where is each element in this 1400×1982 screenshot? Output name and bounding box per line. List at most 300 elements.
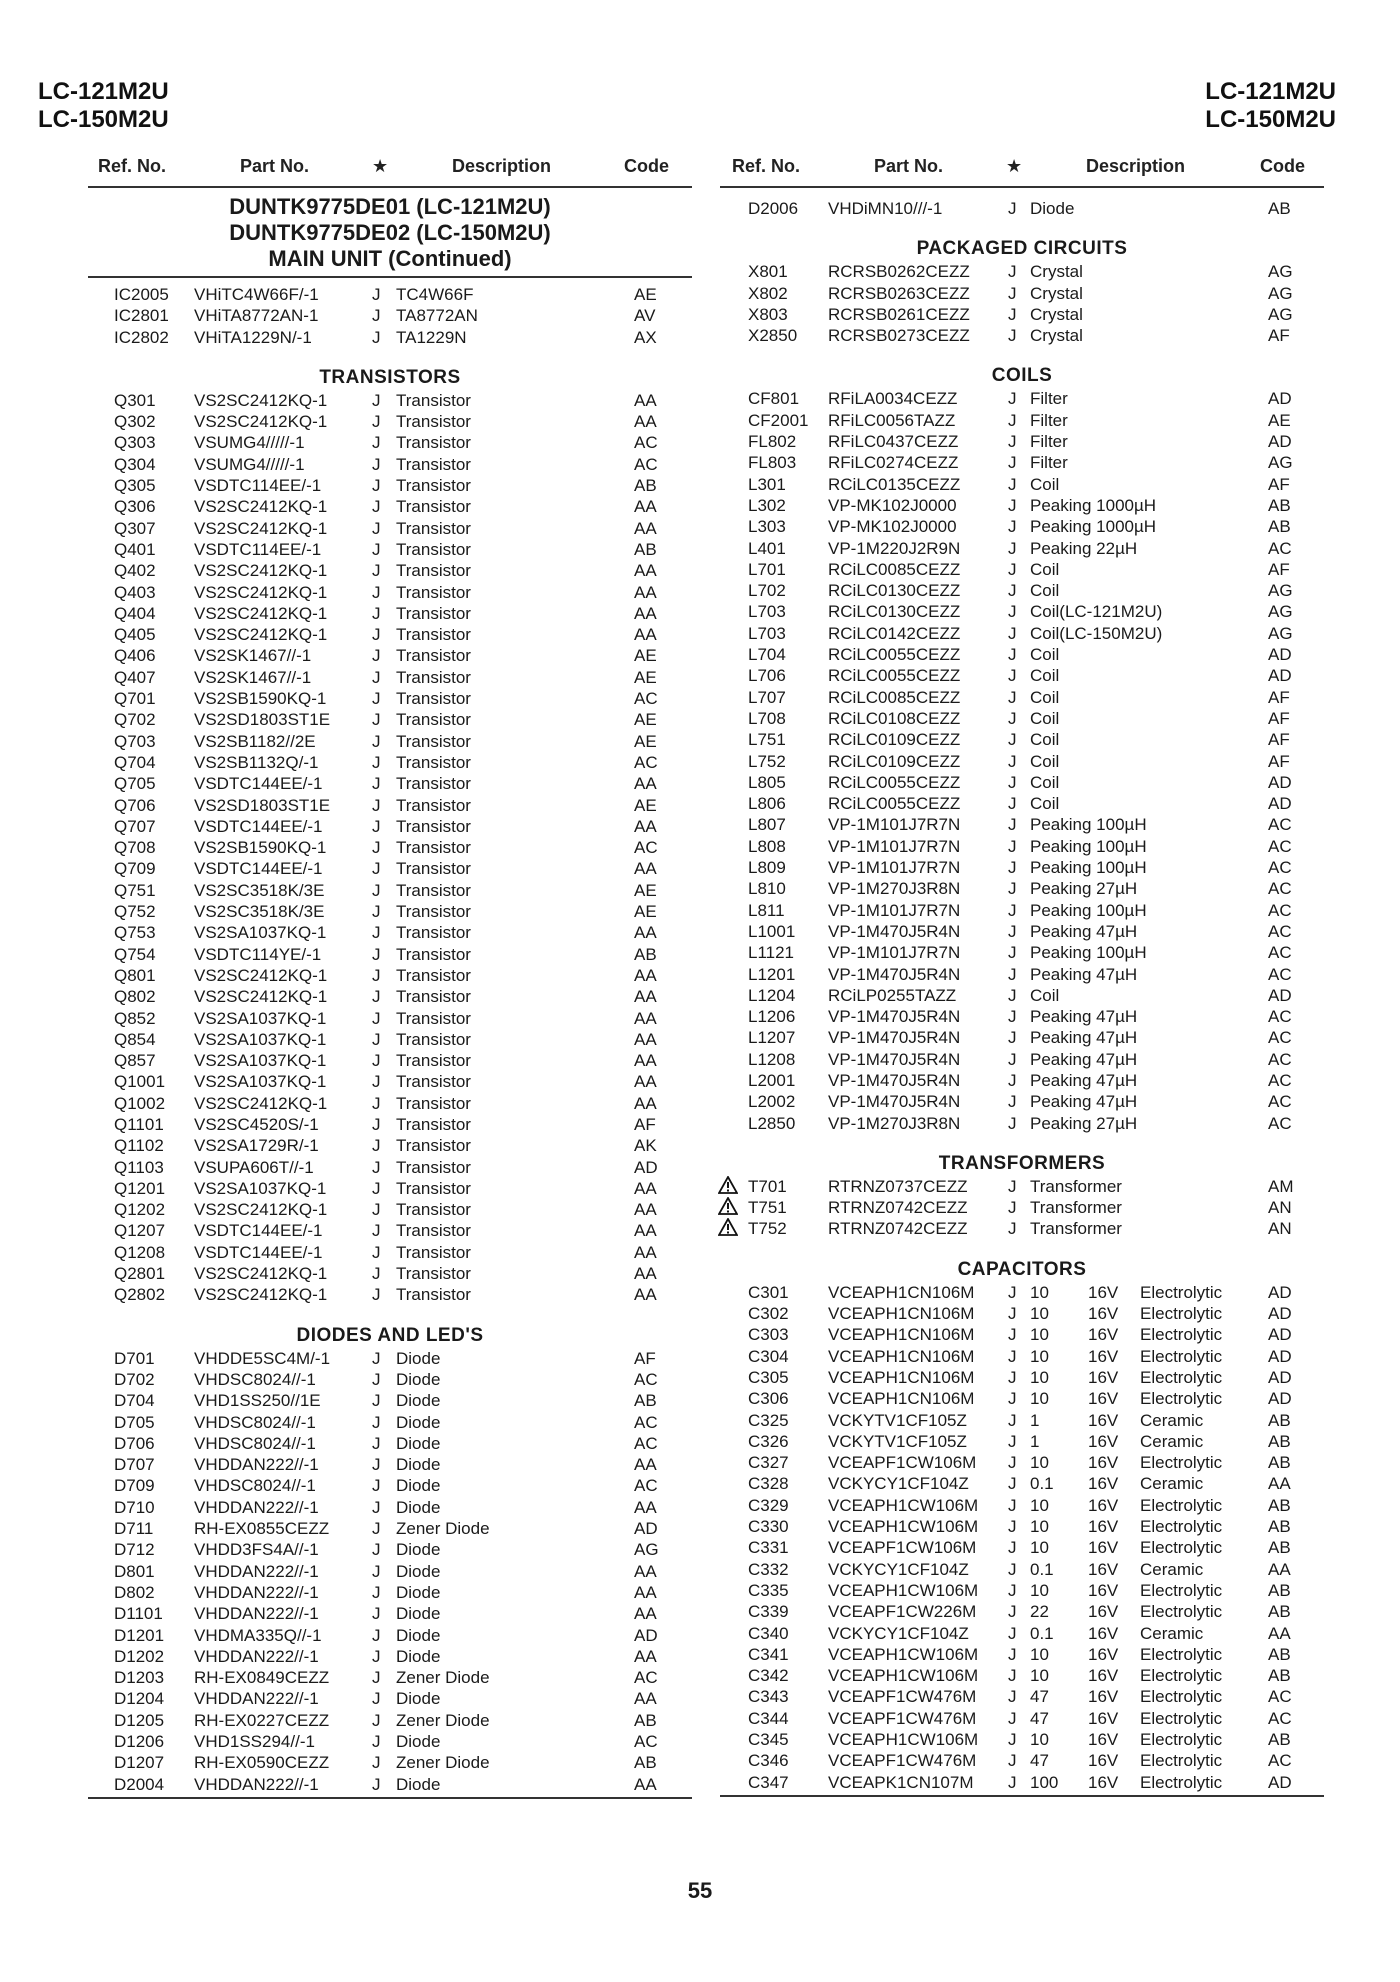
description: TC4W66F (396, 285, 474, 304)
table-row (720, 857, 1324, 878)
price-code: AA (634, 923, 657, 943)
part-no: VP-1M470J5R4N (828, 1007, 961, 1027)
rank-mark: J (372, 987, 381, 1007)
table-row (720, 431, 1324, 452)
rank-mark: J (1008, 794, 1017, 814)
rank-mark: J (372, 1221, 381, 1241)
column-header (720, 150, 1324, 188)
price-code: AD (1268, 1304, 1292, 1324)
table-row (88, 1752, 692, 1773)
ref-no: L706 (748, 666, 786, 686)
table-row (720, 942, 1324, 963)
price-code: AD (1268, 1282, 1292, 1302)
part-no: VHDSC8024//-1 (194, 1412, 316, 1432)
price-code: AD (1268, 1325, 1292, 1345)
table-row (88, 901, 692, 922)
price-code: AN (1268, 1198, 1292, 1218)
rank-mark: J (1008, 687, 1017, 707)
description: Diode (396, 1540, 441, 1560)
description: Transistor (396, 1093, 471, 1113)
part-no: VP-MK102J0000 (828, 517, 957, 537)
table-row (720, 1772, 1324, 1793)
part-no: VP-1M101J7R7N (828, 815, 961, 835)
part-no: VS2SA1037KQ-1 (194, 1178, 327, 1198)
table-row (88, 1050, 692, 1071)
rank-mark: J (1008, 581, 1017, 601)
ref-no: D712 (114, 1540, 155, 1560)
description: Zener Diode (396, 1753, 490, 1773)
table-row (88, 731, 692, 752)
description: Coil (1030, 708, 1060, 728)
ref-no: Q403 (114, 582, 156, 602)
rank-mark: J (372, 625, 381, 645)
rank-mark: J (1008, 453, 1017, 473)
price-code: AG (1268, 453, 1293, 473)
table-row (720, 1537, 1324, 1558)
table-row (720, 729, 1324, 750)
capacitance-value: 1 (1030, 1410, 1040, 1430)
description: Coil (1030, 985, 1060, 1005)
ref-no: C345 (748, 1730, 789, 1749)
table-row (720, 1006, 1324, 1027)
ref-no: Q1208 (114, 1242, 166, 1262)
rank-mark: J (1008, 879, 1017, 899)
table-row (720, 900, 1324, 921)
table-row (720, 1516, 1324, 1537)
ref-no: D711 (114, 1519, 154, 1539)
part-no: RFiLA0034CEZZ (828, 389, 958, 409)
description: Peaking 100µH (1030, 836, 1147, 856)
rank-mark: J (372, 1412, 381, 1432)
description: Transistor (396, 625, 471, 645)
part-no: VCEAPF1CW476M (828, 1687, 977, 1707)
price-code: AE (634, 795, 657, 815)
part-no: VHDDAN222//-1 (194, 1582, 319, 1602)
ref-no: L1201 (748, 964, 796, 984)
price-code: AA (634, 1072, 657, 1092)
table-row (88, 432, 692, 453)
rank-mark: J (1008, 1730, 1017, 1749)
price-code: AD (1268, 985, 1292, 1005)
table-row (88, 284, 692, 305)
part-no: VS2SC2412KQ-1 (194, 412, 328, 432)
rank-mark: J (372, 306, 381, 326)
part-no: VCEAPF1CW226M (828, 1602, 977, 1622)
price-code: AA (634, 390, 657, 410)
price-code: AC (634, 1412, 658, 1432)
table-row (88, 1369, 692, 1390)
table-row (88, 1263, 692, 1284)
block-title-rule (88, 276, 692, 278)
capacitance-value: 10 (1030, 1304, 1049, 1324)
part-no: VHDMA335Q//-1 (194, 1625, 322, 1645)
table-row (720, 1410, 1324, 1431)
price-code: AB (1268, 199, 1291, 218)
part-no: VHD1SS294//-1 (194, 1732, 315, 1751)
price-code: AA (634, 1093, 657, 1113)
price-code: AC (1268, 538, 1292, 558)
part-no: VHDDAN222//-1 (194, 1497, 319, 1517)
ref-no: Q407 (114, 667, 156, 687)
part-no: RTRNZ0742CEZZ (828, 1198, 968, 1218)
description: Transistor (396, 1264, 471, 1284)
table-row (88, 518, 692, 539)
ref-no: L1121 (748, 943, 795, 963)
table-row (720, 772, 1324, 793)
price-code: AC (1268, 1070, 1292, 1090)
capacitance-value: 10 (1030, 1495, 1049, 1515)
rank-mark: J (372, 731, 381, 751)
table-row (720, 814, 1324, 835)
description: Peaking 47µH (1030, 1092, 1138, 1112)
rank-mark: J (1008, 283, 1017, 303)
table-row (88, 1242, 692, 1263)
table-row (720, 580, 1324, 601)
part-no: VP-1M470J5R4N (828, 964, 961, 984)
table-row (88, 582, 692, 603)
diode-list-continued (720, 198, 1324, 219)
header-description: Description (1086, 156, 1186, 176)
rank-mark: J (372, 1051, 381, 1071)
rank-mark: J (1008, 1198, 1017, 1218)
description: Transistor (396, 497, 471, 517)
model-header-left (38, 78, 169, 134)
part-no: VS2SC2412KQ-1 (194, 1285, 328, 1305)
part-no: VCEAPK1CN107M (828, 1772, 974, 1792)
rank-mark: J (1008, 751, 1017, 771)
ref-no: L1207 (748, 1028, 796, 1048)
table-row (88, 922, 692, 943)
part-no: RCRSB0263CEZZ (828, 283, 970, 303)
ref-no: L1204 (748, 985, 796, 1005)
table-row (720, 836, 1324, 857)
model-line: LC-121M2U (1205, 78, 1336, 105)
ref-no: D705 (114, 1412, 155, 1432)
table-row (720, 1623, 1324, 1644)
capacitor-list (720, 1282, 1324, 1793)
left-column (88, 150, 692, 1799)
description: Diode (396, 1732, 441, 1751)
part-no: VHDDAN222//-1 (194, 1774, 319, 1794)
description: Zener Diode (396, 1519, 490, 1539)
ref-no: Q302 (114, 412, 156, 432)
ref-no: IC2802 (114, 327, 169, 347)
price-code: AB (1268, 1666, 1291, 1686)
price-code: AG (1268, 304, 1293, 324)
ref-no: Q1202 (114, 1200, 166, 1220)
table-row (720, 1750, 1324, 1771)
description: Transistor (396, 390, 471, 410)
ref-no: Q401 (114, 539, 156, 559)
price-code: AC (634, 433, 658, 453)
part-no: RCiLC0055CEZZ (828, 666, 961, 686)
rank-mark: J (1008, 1028, 1017, 1048)
price-code: AB (634, 1391, 657, 1411)
ref-no: L302 (748, 495, 786, 515)
ref-no: Q852 (114, 1008, 156, 1028)
part-no: VS2SA1729R/-1 (194, 1136, 319, 1156)
description: Diode (396, 1497, 441, 1517)
rank-mark: J (1008, 1325, 1017, 1345)
capacitance-value: 10 (1030, 1538, 1049, 1558)
description: Transistor (396, 476, 471, 496)
part-no: RCiLC0130CEZZ (828, 602, 961, 622)
ref-no: L1001 (748, 921, 796, 941)
section-title-transistors: TRANSISTORS (319, 366, 461, 388)
table-row (720, 452, 1324, 473)
price-code: AA (634, 1051, 657, 1071)
table-row (720, 1644, 1324, 1665)
ref-no: C302 (748, 1304, 789, 1324)
table-row (88, 1582, 692, 1603)
ref-no: C306 (748, 1389, 789, 1409)
description: Peaking 100µH (1030, 815, 1147, 835)
table-row (88, 773, 692, 794)
safety-warning-icon (718, 1176, 738, 1199)
rank-mark: J (1008, 1580, 1017, 1600)
description: Transistor (396, 1051, 471, 1071)
description: Filter (1030, 389, 1068, 409)
ref-no: C344 (748, 1708, 789, 1728)
price-code: AA (1268, 1559, 1291, 1579)
rank-mark: J (372, 603, 381, 623)
table-row (88, 1497, 692, 1518)
description: Peaking 47µH (1030, 1049, 1138, 1069)
table-row (88, 1071, 692, 1092)
packaged-circuit-list (720, 261, 1324, 346)
ref-no: L2850 (748, 1113, 796, 1133)
rank-mark: J (372, 1157, 381, 1177)
price-code: AC (1268, 836, 1292, 856)
part-no: VS2SC2412KQ-1 (194, 603, 328, 623)
table-row (720, 283, 1324, 304)
price-code: AC (1268, 1687, 1292, 1707)
price-code: AD (1268, 432, 1292, 452)
rank-mark: J (1008, 1644, 1017, 1664)
part-no: VCEAPF1CW106M (828, 1538, 977, 1558)
description: Electrolytic (1140, 1708, 1223, 1728)
part-no: VSDTC144EE/-1 (194, 859, 323, 879)
voltage-rating: 16V (1088, 1304, 1119, 1324)
ref-no: L806 (748, 794, 786, 814)
ref-no: C332 (748, 1559, 789, 1579)
rank-mark: J (1008, 815, 1017, 835)
description: Transistor (396, 667, 471, 687)
ref-no: C328 (748, 1474, 789, 1494)
price-code: AB (1268, 1517, 1291, 1537)
price-code: AA (634, 1242, 657, 1262)
description: Diode (396, 1625, 441, 1645)
description: Electrolytic (1140, 1538, 1223, 1558)
block-title-line: DUNTK9775DE02 (LC-150M2U) (229, 220, 551, 245)
price-code: AB (634, 944, 657, 964)
rank-mark: J (1008, 985, 1017, 1005)
rank-mark: J (1008, 1431, 1017, 1451)
table-row (88, 667, 692, 688)
rank-mark: J (1008, 836, 1017, 856)
part-no: VSDTC144EE/-1 (194, 816, 323, 836)
table-row (720, 1027, 1324, 1048)
price-code: AB (1268, 1453, 1291, 1473)
ref-no: D1207 (114, 1753, 165, 1773)
rank-mark: J (1008, 1687, 1017, 1707)
rank-mark: J (1008, 1176, 1017, 1196)
description: Transistor (396, 965, 471, 985)
price-code: AB (1268, 1538, 1291, 1558)
ref-no: Q406 (114, 646, 156, 666)
description: Filter (1030, 432, 1068, 452)
ref-no: L704 (748, 645, 786, 665)
part-no: VS2SC3518K/3E (194, 902, 325, 922)
section-gap (88, 348, 692, 366)
ref-no: C329 (748, 1495, 789, 1515)
ref-no: FL803 (748, 453, 797, 473)
capacitance-value: 10 (1030, 1346, 1049, 1366)
rank-mark: J (372, 582, 381, 602)
rank-mark: J (1008, 495, 1017, 515)
ref-no: C303 (748, 1325, 789, 1345)
rank-mark: J (1008, 1070, 1017, 1090)
price-code: AB (1268, 1431, 1291, 1451)
page-number: 55 (687, 1878, 713, 1903)
rank-mark: J (1008, 1708, 1017, 1728)
price-code: AG (1268, 623, 1293, 643)
description: Electrolytic (1140, 1687, 1223, 1707)
model-line: LC-150M2U (38, 106, 169, 133)
price-code: AF (634, 1114, 656, 1134)
part-no: VS2SB1590KQ-1 (194, 689, 327, 709)
rank-mark: J (1008, 199, 1017, 218)
part-no: RCRSB0262CEZZ (828, 262, 970, 282)
table-row (720, 985, 1324, 1006)
voltage-rating: 16V (1088, 1325, 1119, 1345)
table-row (88, 1454, 692, 1475)
rank-mark: J (372, 1689, 381, 1709)
ref-no: L751 (748, 730, 786, 750)
part-no: VS2SA1037KQ-1 (194, 1029, 327, 1049)
ref-no: C301 (748, 1282, 789, 1302)
table-row (720, 1091, 1324, 1112)
table-row (720, 687, 1324, 708)
voltage-rating: 16V (1088, 1453, 1119, 1473)
price-code: AA (634, 497, 657, 517)
voltage-rating: 16V (1088, 1751, 1119, 1771)
part-no: VS2SB1182//2E (194, 731, 316, 751)
description: Transformer (1030, 1198, 1122, 1218)
table-row (88, 816, 692, 837)
rank-mark: J (372, 1369, 381, 1389)
part-no: VHiTA1229N/-1 (194, 327, 312, 347)
rank-mark: J (1008, 1559, 1017, 1579)
section-title-transformers: TRANSFORMERS (938, 1152, 1106, 1174)
rank-mark: J (1008, 1602, 1017, 1622)
description: Transistor (396, 710, 471, 730)
part-no: VS2SC3518K/3E (194, 880, 325, 900)
section-gap (88, 1306, 692, 1324)
part-no: RCiLC0055CEZZ (828, 772, 961, 792)
rank-mark: J (1008, 1474, 1017, 1494)
description: Diode (396, 1412, 441, 1432)
table-row (88, 1688, 692, 1709)
description: Peaking 100µH (1030, 943, 1147, 963)
part-no: RH-EX0590CEZZ (194, 1753, 330, 1773)
price-code: AF (1268, 559, 1290, 579)
ref-no: FL802 (748, 432, 797, 452)
table-row (88, 1625, 692, 1646)
price-code: AA (634, 1582, 657, 1602)
rank-mark: J (372, 667, 381, 687)
price-code: AE (634, 902, 657, 922)
part-no: RTRNZ0742CEZZ (828, 1219, 968, 1239)
rank-mark: J (1008, 1410, 1017, 1430)
ref-no: Q708 (114, 838, 156, 858)
table-row (720, 1708, 1324, 1729)
part-no: VHDD3FS4A//-1 (194, 1540, 319, 1560)
rank-mark: J (372, 1582, 381, 1602)
price-code: AB (1268, 517, 1291, 537)
rank-mark: J (372, 1710, 381, 1730)
ref-no: CF2001 (748, 410, 809, 430)
diode-list (88, 1348, 692, 1795)
table-row (88, 1412, 692, 1433)
rank-mark: J (1008, 1113, 1017, 1133)
price-code: AB (634, 539, 657, 559)
description: Electrolytic (1140, 1644, 1223, 1664)
description: Electrolytic (1140, 1602, 1223, 1622)
voltage-rating: 16V (1088, 1389, 1119, 1409)
rank-mark: J (372, 497, 381, 517)
description: Diode (396, 1561, 441, 1581)
description: Coil (1030, 794, 1060, 814)
rank-mark: J (372, 1625, 381, 1645)
price-code: AA (634, 582, 657, 602)
part-no: VHiTA8772AN-1 (194, 306, 319, 326)
part-no: VS2SB1590KQ-1 (194, 838, 327, 858)
ref-no: L703 (748, 623, 786, 643)
rank-mark: J (1008, 645, 1017, 665)
description: TA1229N (396, 327, 467, 347)
part-no: VP-1M220J2R9N (828, 538, 961, 558)
part-no: VS2SC2412KQ-1 (194, 497, 328, 517)
table-row (720, 644, 1324, 665)
description: Transistor (396, 518, 471, 538)
table-row (720, 878, 1324, 899)
rank-mark: J (1008, 1219, 1017, 1239)
part-no: VP-MK102J0000 (828, 495, 957, 515)
description: Crystal (1030, 304, 1083, 324)
price-code: AC (1268, 1708, 1292, 1728)
table-row (720, 538, 1324, 559)
ref-no: C343 (748, 1687, 789, 1707)
voltage-rating: 16V (1088, 1580, 1119, 1600)
table-row (720, 1431, 1324, 1452)
table-row (720, 304, 1324, 325)
table-row (720, 751, 1324, 772)
capacitance-value: 10 (1030, 1367, 1049, 1387)
right-column (720, 150, 1324, 1797)
ic-list (88, 284, 692, 348)
table-row (720, 1113, 1324, 1134)
part-no: VCEAPH1CW106M (828, 1580, 979, 1600)
part-no: RFiLC0437CEZZ (828, 432, 959, 452)
description: Transistor (396, 774, 471, 794)
ref-no: L807 (748, 815, 786, 835)
table-row (88, 1561, 692, 1582)
part-no: VP-1M470J5R4N (828, 921, 961, 941)
description: Ceramic (1140, 1623, 1204, 1643)
ref-no: L752 (748, 751, 786, 771)
part-no: RCiLC0130CEZZ (828, 581, 961, 601)
